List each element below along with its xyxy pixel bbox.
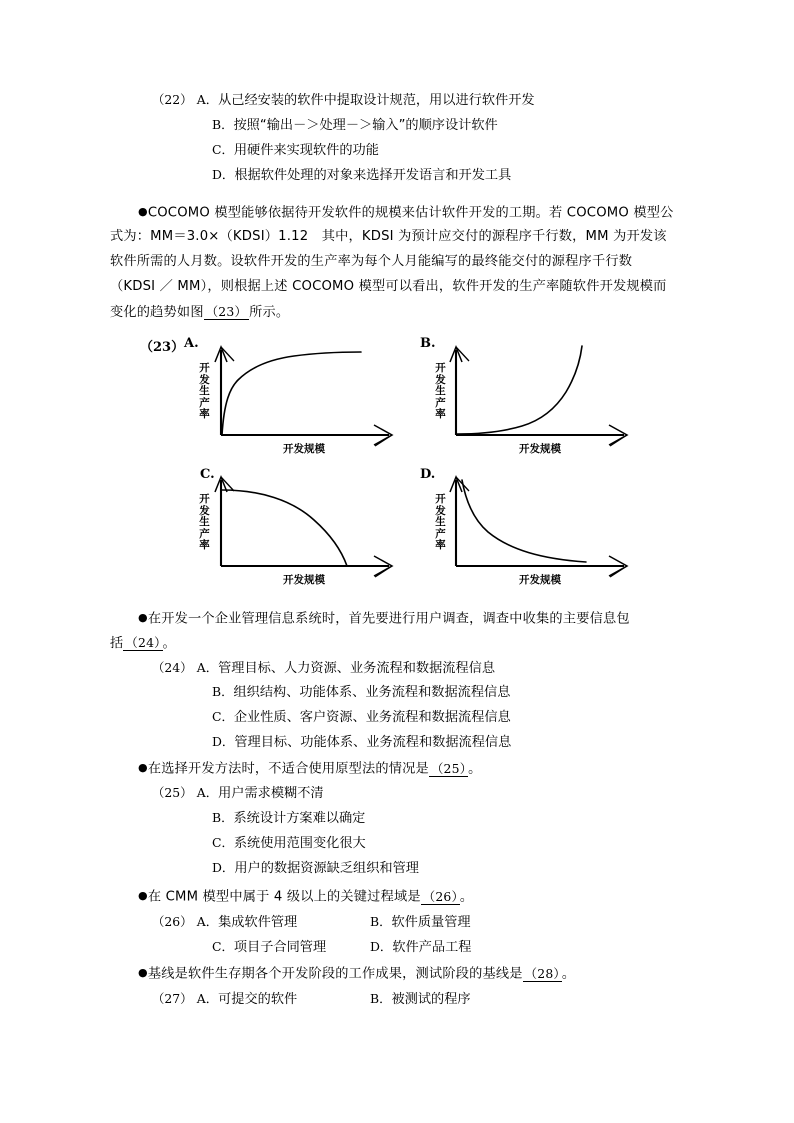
q26-option-a bbox=[152, 914, 297, 930]
chart-panel-d-xlabel: 开发规模 bbox=[519, 574, 561, 586]
q22-number: （22） bbox=[152, 92, 193, 107]
chart-panel-a bbox=[176, 330, 434, 458]
q26-option-a-letter: A． bbox=[196, 914, 219, 929]
q24-option-a-text: 管理目标、人力资源、业务流程和数据流程信息 bbox=[218, 661, 496, 676]
q27-option-a-text: 可提交的软件 bbox=[218, 992, 298, 1007]
q27-option-a bbox=[152, 991, 297, 1007]
cocomo-paragraph-line-4: （KDSI ／ MM），则根据上述 COCOMO 模型可以看出，软件开发的生产率随软件开发规模而 bbox=[110, 279, 667, 294]
q27-option-a-letter: A． bbox=[196, 991, 219, 1006]
q27-stem-suffix: 。 bbox=[561, 966, 576, 982]
chart-panel-c-plot bbox=[176, 462, 434, 590]
q26-option-a-text: 集成软件管理 bbox=[218, 915, 298, 930]
bullet-icon: ● bbox=[138, 611, 148, 624]
q22-option-d-letter: D． bbox=[212, 167, 235, 182]
cocomo-line-5-text: 变化的趋势如图 bbox=[110, 305, 204, 320]
q26-option-c-letter: C． bbox=[212, 939, 234, 954]
q24-option-c bbox=[212, 709, 511, 725]
q24-option-d-letter: D． bbox=[212, 734, 235, 749]
bullet-icon: ● bbox=[138, 966, 148, 979]
q26-option-c bbox=[212, 939, 326, 955]
q23-figure bbox=[140, 330, 670, 595]
cocomo-line-5-tail: 所示。 bbox=[249, 305, 290, 320]
cocomo-paragraph-line-5 bbox=[110, 304, 289, 320]
q24-option-b bbox=[212, 684, 510, 700]
chart-panel-c-letter: C. bbox=[200, 467, 215, 482]
q26-number: （26） bbox=[152, 914, 193, 929]
q24-stem-line-1-text: 在开发一个企业管理信息系统时，首先要进行用户调查，调查中收集的主要信息包 bbox=[147, 611, 630, 627]
cocomo-paragraph-line-3: 软件所需的人月数。设软件开发的生产率为每个人月能编写的最终能交付的源程序千行数 bbox=[110, 254, 633, 269]
cocomo-paragraph-line-2: 式为：MM＝3.0×（KDSI）1.12 其中，KDSI 为预计应交付的源程序千行数，MM 为开发该 bbox=[110, 229, 667, 244]
q22-option-c-letter: C． bbox=[212, 142, 234, 157]
q23-answer-blank[interactable]: （23） bbox=[205, 304, 248, 319]
chart-panel-a-ylabel: 开 发 生 产 率 bbox=[199, 362, 210, 420]
q26-stem-prefix: 在 CMM 模型中属于 4 级以上的关键过程域是 bbox=[147, 889, 421, 905]
q25-option-b bbox=[212, 810, 365, 826]
chart-panel-b-xlabel: 开发规模 bbox=[519, 443, 561, 455]
q25-option-b-letter: B． bbox=[212, 810, 234, 825]
q24-option-a bbox=[152, 660, 495, 676]
q26-option-d bbox=[370, 939, 471, 955]
q22-option-a bbox=[152, 92, 535, 108]
q22-option-a-letter: A． bbox=[196, 92, 219, 107]
chart-panel-d-plot bbox=[418, 462, 676, 590]
q22-option-b-letter: B． bbox=[212, 117, 234, 132]
q22-option-d-text: 根据软件处理的对象来选择开发语言和开发工具 bbox=[234, 168, 512, 183]
q25-option-b-text: 系统设计方案难以确定 bbox=[233, 811, 366, 826]
chart-panel-d-ylabel: 开 发 生 产 率 bbox=[435, 493, 446, 551]
q22-option-a-text: 从己经安装的软件中提取设计规范，用以进行软件开发 bbox=[218, 93, 535, 108]
q26-option-b-letter: B． bbox=[370, 914, 392, 929]
cocomo-paragraph-line-1 bbox=[138, 204, 674, 221]
q22-option-c bbox=[212, 142, 379, 158]
q24-option-d-text: 管理目标、功能体系、业务流程和数据流程信息 bbox=[234, 735, 512, 750]
q26-option-b bbox=[370, 914, 471, 930]
q26-stem-suffix: 。 bbox=[459, 889, 474, 905]
q24-option-b-text: 组织结构、功能体系、业务流程和数据流程信息 bbox=[233, 685, 511, 700]
q24-stem-line-2 bbox=[110, 635, 176, 651]
q25-option-c-letter: C． bbox=[212, 835, 234, 850]
q25-option-d bbox=[212, 860, 419, 876]
q25-stem bbox=[138, 760, 482, 777]
cocomo-line-1-text: COCOMO 模型能够依据待开发软件的规模来估计软件开发的工期。若 COCOMO 模型公 bbox=[147, 205, 674, 221]
chart-panel-b bbox=[418, 330, 676, 458]
q27-option-b-text: 被测试的程序 bbox=[391, 992, 471, 1007]
bullet-icon: ● bbox=[138, 761, 148, 774]
chart-panel-b-ylabel: 开 发 生 产 率 bbox=[435, 362, 446, 420]
q25-stem-prefix: 在选择开发方法时，不适合使用原型法的情况是 bbox=[147, 761, 429, 777]
q25-stem-suffix: 。 bbox=[468, 761, 482, 777]
q27-stem bbox=[138, 965, 575, 982]
q25-option-a bbox=[152, 785, 324, 801]
q26-option-c-text: 项目子合同管理 bbox=[233, 940, 327, 955]
q25-option-c bbox=[212, 835, 366, 851]
q25-number: （25） bbox=[152, 785, 193, 800]
chart-panel-c-ylabel: 开 发 生 产 率 bbox=[199, 493, 210, 551]
q22-option-c-text: 用硬件来实现软件的功能 bbox=[233, 143, 379, 158]
q25-answer-blank[interactable]: （25） bbox=[430, 760, 467, 776]
chart-panel-b-letter: B. bbox=[420, 336, 436, 351]
q24-number: （24） bbox=[152, 660, 193, 675]
q27-number: （27） bbox=[152, 991, 193, 1006]
q25-option-d-letter: D． bbox=[212, 860, 235, 875]
q24-stem-line-1 bbox=[138, 610, 630, 627]
q26-option-b-text: 软件质量管理 bbox=[391, 915, 471, 930]
q25-option-a-text: 用户需求模糊不清 bbox=[218, 786, 324, 801]
chart-panel-a-letter: A. bbox=[184, 336, 199, 351]
q26-answer-blank[interactable]: （26） bbox=[422, 888, 458, 904]
q26-stem bbox=[138, 888, 473, 905]
q24-option-d bbox=[212, 734, 511, 750]
q24-option-c-letter: C． bbox=[212, 709, 234, 724]
q27-option-b bbox=[370, 991, 471, 1007]
q26-option-d-text: 软件产品工程 bbox=[392, 940, 472, 955]
q24-stem-prefix: 括 bbox=[110, 636, 124, 651]
bullet-icon: ● bbox=[138, 889, 148, 902]
chart-panel-d bbox=[418, 462, 676, 590]
q23-figure-tag: （23） bbox=[140, 340, 185, 355]
chart-panel-a-plot bbox=[176, 330, 434, 458]
chart-panel-c-xlabel: 开发规模 bbox=[283, 574, 325, 586]
chart-panel-a-xlabel: 开发规模 bbox=[283, 443, 325, 455]
q24-stem-suffix: 。 bbox=[162, 636, 176, 651]
chart-panel-c bbox=[176, 462, 434, 590]
q22-option-d bbox=[212, 167, 511, 183]
q27-answer-blank[interactable]: （28） bbox=[524, 965, 560, 981]
q24-option-b-letter: B． bbox=[212, 684, 234, 699]
q22-option-b bbox=[212, 117, 498, 133]
q22-option-b-text: 按照“输出－＞处理－＞输入”的顺序设计软件 bbox=[233, 118, 498, 133]
bullet-icon: ● bbox=[138, 205, 148, 218]
q25-option-a-letter: A． bbox=[196, 785, 219, 800]
q24-option-a-letter: A． bbox=[196, 660, 219, 675]
q26-option-d-letter: D． bbox=[370, 939, 393, 954]
chart-panel-b-plot bbox=[418, 330, 676, 458]
q25-option-d-text: 用户的数据资源缺乏组织和管理 bbox=[234, 861, 419, 876]
q24-answer-blank[interactable]: （24） bbox=[125, 635, 161, 650]
q25-option-c-text: 系统使用范围变化很大 bbox=[233, 836, 366, 851]
chart-panel-d-letter: D. bbox=[420, 467, 436, 482]
q27-option-b-letter: B． bbox=[370, 991, 392, 1006]
q27-stem-prefix: 基线是软件生存期各个开发阶段的工作成果，测试阶段的基线是 bbox=[147, 966, 523, 982]
q24-option-c-text: 企业性质、客户资源、业务流程和数据流程信息 bbox=[233, 710, 511, 725]
